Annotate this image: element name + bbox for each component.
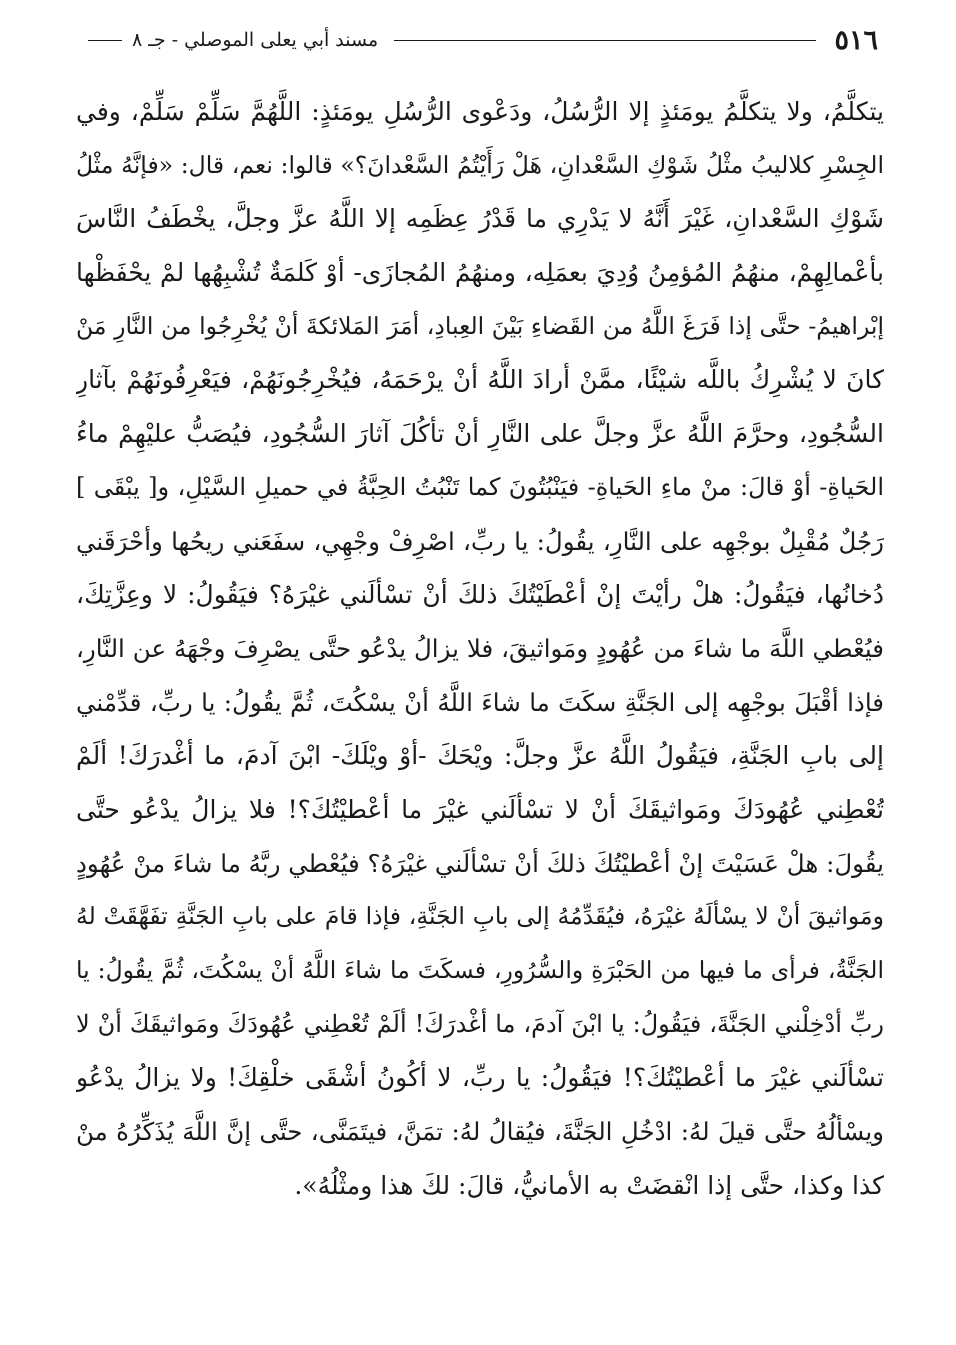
hadith-text bbox=[76, 85, 884, 1212]
running-header bbox=[88, 22, 878, 58]
text-line: فيُعْطي اللَّهَ ما شاءَ من عُهُودٍ ومَواثيقَ، فلا يزالُ يدْعُو حتَّى يصْرِفَ وجْهَهُ عن النَّارِ، bbox=[76, 633, 884, 663]
header-rule bbox=[394, 40, 816, 41]
text-line: دُخانُها، فيَقُولُ: هلْ رأيْتَ إنْ أعْطَيْتُكَ ذلكَ أنْ تسْألَني غيْرَهُ؟ فيَقُولُ: لا وعِزَّتِكَ، bbox=[76, 580, 884, 610]
text-line: فإذا أقْبَلَ بوجْهِه إلى الجَنَّةِ سكَتَ ما شاءَ اللَّهُ أنْ يسْكُتَ، ثُمَّ يقُولُ: يا ربِّ، قدِّمْني bbox=[76, 687, 884, 717]
text-line: إبْراهيمُ- حتَّى إذا فَرَغَ اللَّهُ من القَضاءِ بَيْنَ العِبادِ، أمَرَ المَلائكةَ أنْ يُخْرِجُوا من النَّارِ مَنْ bbox=[76, 311, 884, 340]
text-line: بأعْمالِهِمْ، منهُمُ المُؤمِنُ وُدِيَ بعمَلِه، ومنهُمُ المُجازَى- أوْ كَلمَةٌ تُشْبِهُها لمْ يحْفَظْها bbox=[76, 258, 884, 288]
text-line: يقُولَ: هلْ عَسَيْتَ إنْ أعْطيْتُكَ ذلكَ أنْ تسْألَني غيْرَهُ؟ فيُعْطي ربَّهُ ما شاءَ منْ عُهُودٍ bbox=[76, 848, 884, 878]
book-title: مسند أبي يعلى الموصلي - جـ ٨ bbox=[132, 29, 379, 51]
text-line: ومَواثيقَ أنْ لا يسْألَهُ غيْرَهُ، فيُقَدِّمُهُ إلى بابِ الجَنَّةِ، فإذا قامَ على بابِ الجَنَّةِ تفَهَّقَتْ لهُ bbox=[76, 902, 884, 931]
text-line: كانَ لا يُشْرِكُ باللَّه شيْئًا، ممَّنْ أرادَ اللَّهُ أنْ يرْحَمَهُ، فيُخْرِجُونَهُمْ، فيَعْرِفُونَهُمْ بآثارِ bbox=[76, 365, 884, 395]
header-dash bbox=[88, 40, 122, 41]
text-line: تسْألَني غيْرَ ما أعْطيْتُكَ؟! فيَقُولُ: يا ربِّ، لا أكُونُ أشْقَى خلْقِكَ! ولا يزالُ يدْعُو bbox=[76, 1063, 884, 1093]
text-line: شَوْكِ السَّعْدانِ، غَيْرَ أَنَّهُ لا يَدْرِي ما قَدْرُ عِظَمِه إلا اللَّهُ عزَّ وجلَّ، يخْطَفُ النَّاسَ bbox=[76, 204, 884, 234]
text-line: يتكلَّمُ، ولا يتكلَّمُ يومَئذٍ إلا الرُّسُلُ، ودَعْوى الرُّسُلِ يومَئذٍ: اللَّهُمَّ سَلِّمْ سَلِّمْ، وفي bbox=[76, 97, 884, 126]
text-line: رَجُلٌ مُقْبِلٌ بوجْهِه على النَّارِ، يقُولُ: يا ربِّ، اصْرِفْ وجْهِي، سفَعَني ريحُها وأحْرَقَني bbox=[76, 526, 884, 556]
text-line: الجِسْرِ كلاليبُ مثْلُ شَوْكِ السَّعْدانِ، هَلْ رَأَيْتُمُ السَّعْدانَ؟» قالوا: نعم، قال: «فإنَّهُ مثْلُ bbox=[76, 150, 884, 179]
text-line: الجَنَّةُ، فرأى ما فيها من الحَبْرَةِ والسُّرُورِ، فسكَتَ ما شاءَ اللَّهُ أنْ يسْكُتَ، ثُمَّ يقُولُ: يا bbox=[76, 956, 884, 984]
text-line: إلى بابِ الجَنَّةِ، فيَقُولُ اللَّهُ عزَّ وجلَّ: ويْحَكَ -أوْ ويْلَكَ- ابْنَ آدمَ، ما أغْدرَكَ! ألَمْ bbox=[76, 741, 884, 771]
text-line: كذا وكذا، حتَّى إذا انْقضَتْ به الأمانيُّ، قالَ: لكَ هذا ومثْلُهُ». bbox=[294, 1170, 884, 1200]
text-line: ربِّ أدْخِلْني الجَنَّةَ، فيَقُولُ: يا ابْنَ آدمَ، ما أغْدرَكَ! ألَمْ تُعْطِني عُهُودَكَ ومَواثيقَكَ أنْ لا bbox=[76, 1009, 884, 1038]
text-line: الحَياةِ- أوْ قالَ: منْ ماءِ الحَياةِ- فيَنْبُتُونَ كما تَنْبُتُ الحِبَّةُ في حميلِ السَّيْلِ، و[ يبْقَى ] bbox=[76, 472, 884, 501]
page-number: ٥١٦ bbox=[834, 24, 878, 56]
text-line: السُّجُودِ، وحرَّمَ اللَّهُ عزَّ وجلَّ على النَّارِ أنْ تأكُلَ آثارَ السُّجُودِ، فيُصَبُّ عليْهِمْ ماءُ bbox=[76, 419, 884, 449]
text-line: ويسْألُهُ حتَّى قيلَ لهُ: ادْخُلِ الجَنَّةَ، فيُقالُ لهُ: تمَنَّ، فيتَمَنَّى، حتَّى إنَّ اللَّهَ يُذَكِّرُهُ منْ bbox=[76, 1117, 884, 1147]
text-line: تُعْطِني عُهُودَكَ ومَواثيقَكَ أنْ لا تسْألَني غيْرَ ما أعْطيْتُكَ؟! فلا يزالُ يدْعُو حتَّى bbox=[76, 794, 884, 824]
